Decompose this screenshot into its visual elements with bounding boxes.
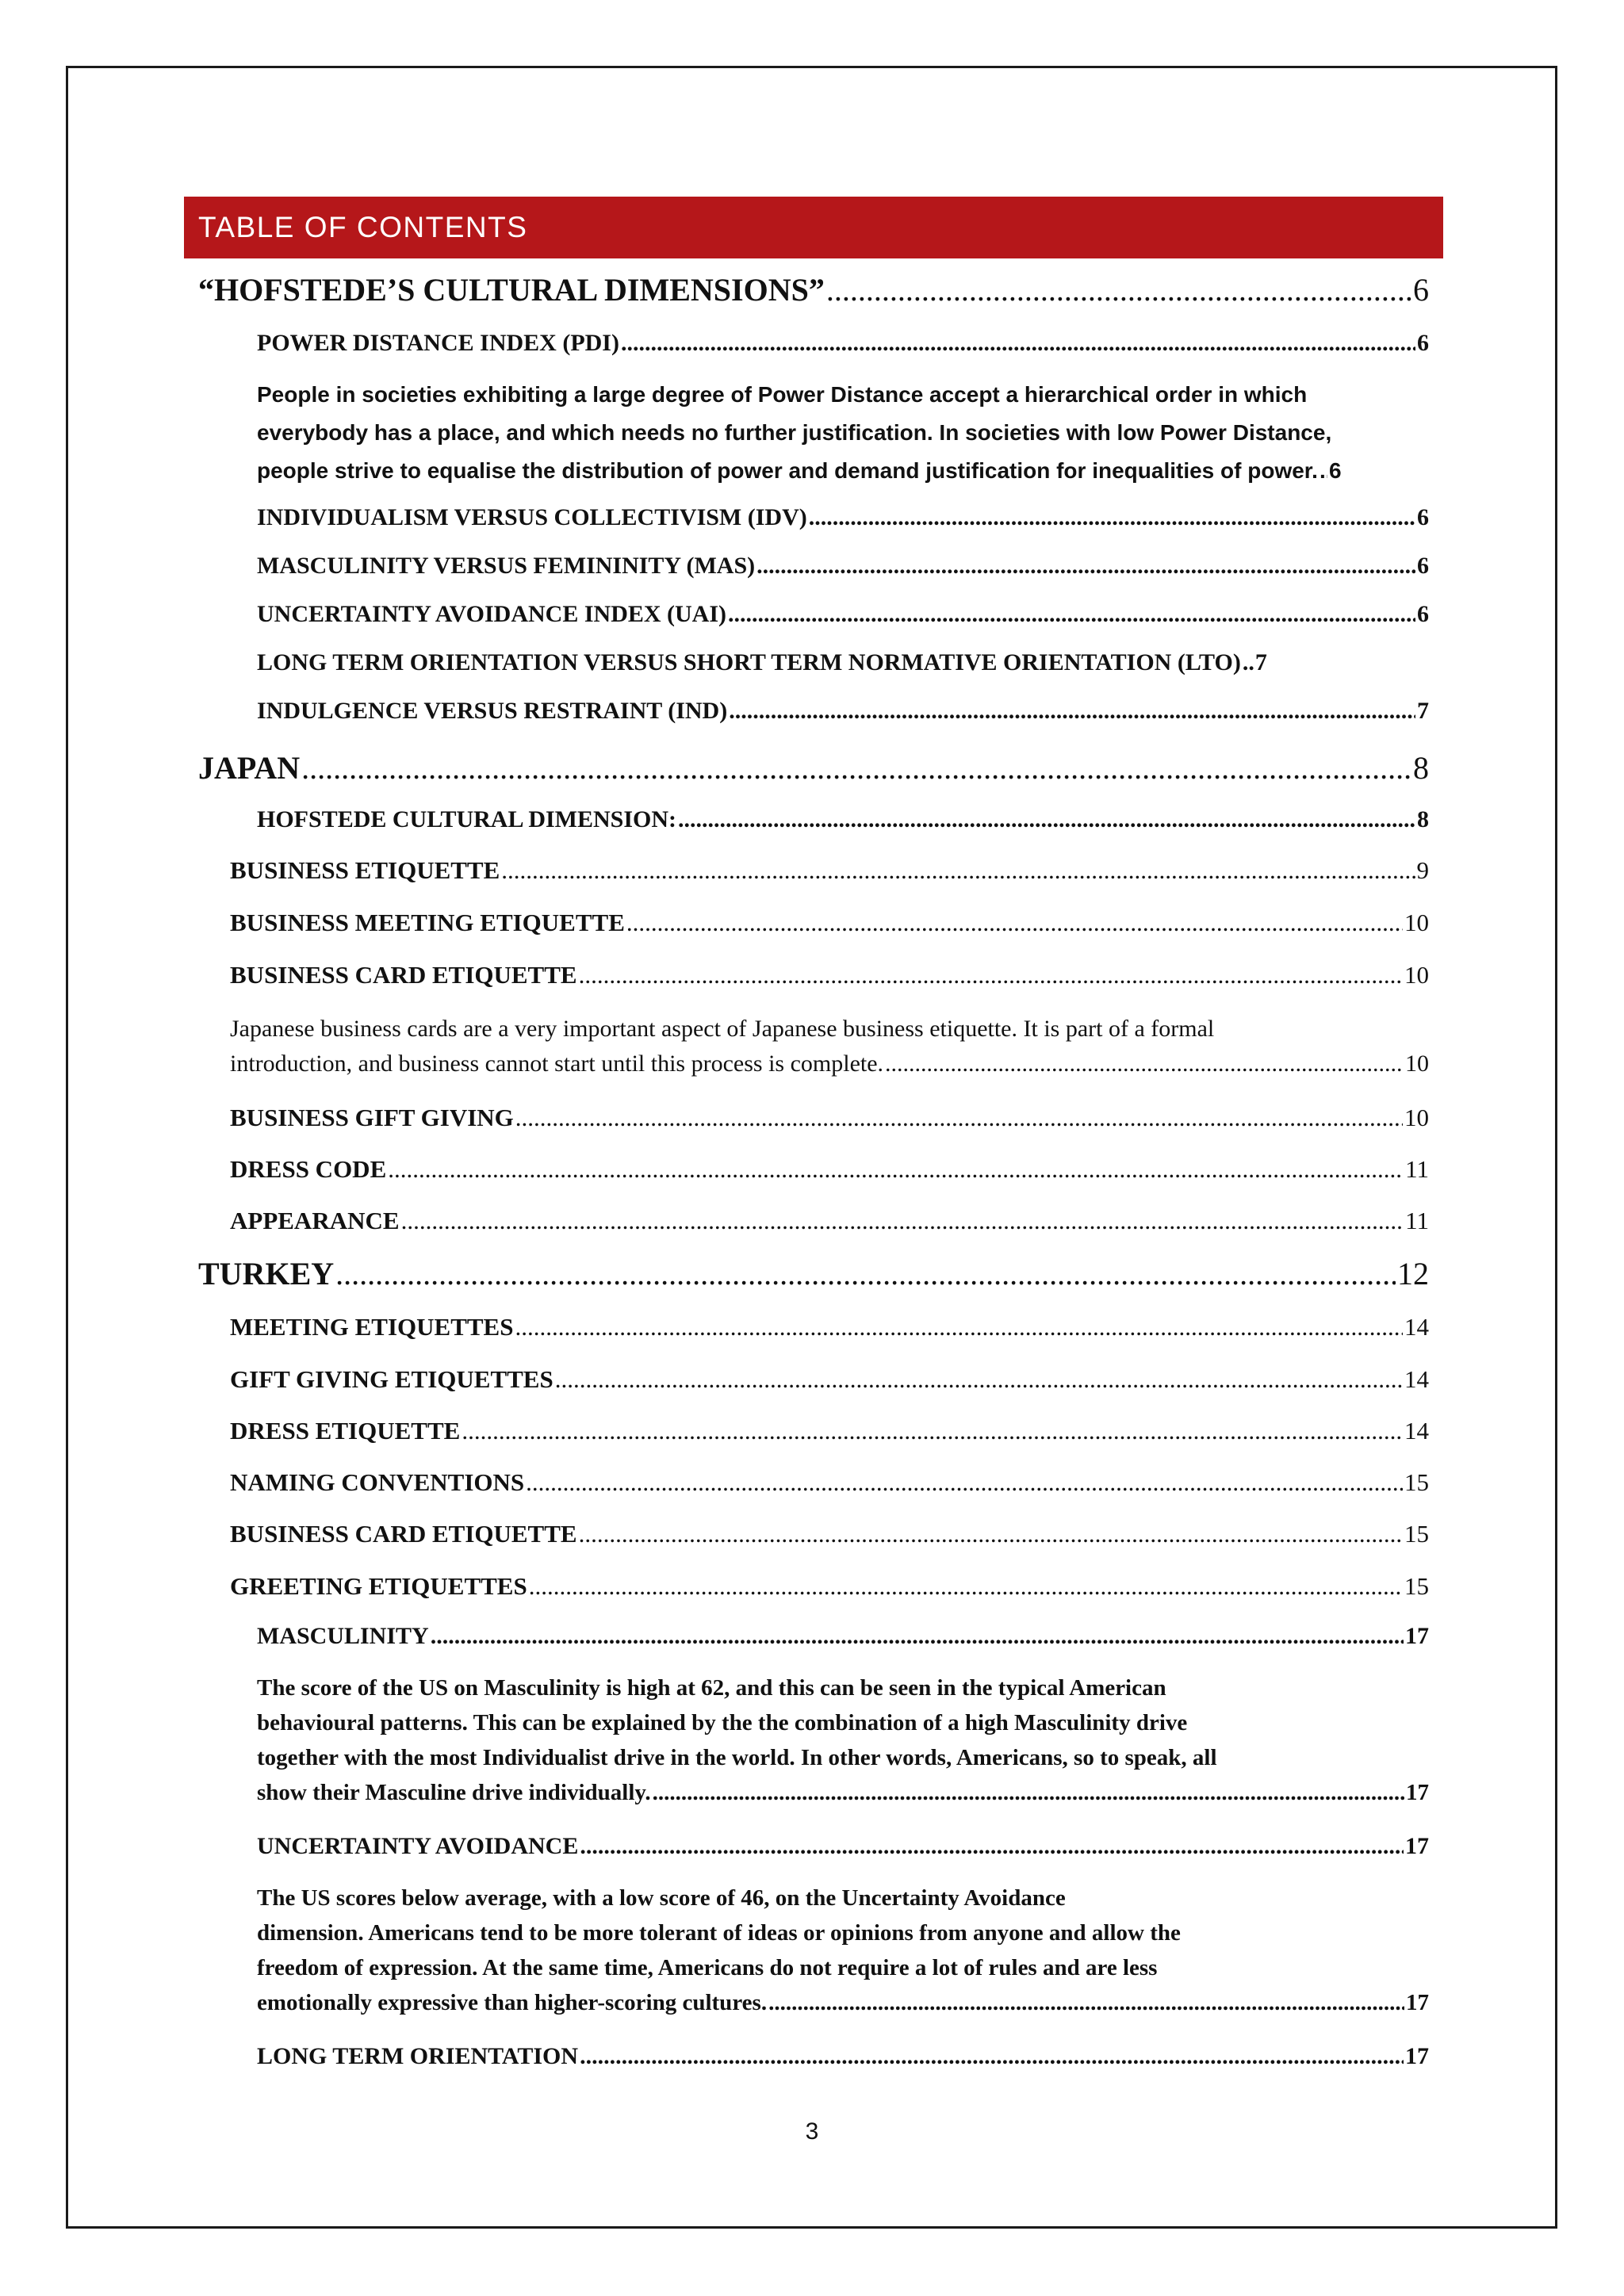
toc-entry-pdi-description[interactable]: People in societies exhibiting a large degree of Power Distance accept a hierarchical order in which everybody has a place, and which needs no further justification. In societies with low Power Distance, people strive to equalise the distribution of power and demand justification for inequalities of power. ..... 6 — [257, 376, 1429, 490]
toc-entry-naming-conventions[interactable]: NAMING CONVENTIONS ..... 15 — [230, 1468, 1429, 1497]
toc-entry-greeting-etiquettes[interactable]: GREETING ETIQUETTES ..... 15 — [230, 1572, 1429, 1601]
toc-entry-dress-etiquette[interactable]: DRESS ETIQUETTE ..... 14 — [230, 1417, 1429, 1445]
toc-entry-business-meeting-etiquette[interactable]: BUSINESS MEETING ETIQUETTE ..... 10 — [230, 909, 1429, 937]
toc-entry-business-gift-giving[interactable]: BUSINESS GIFT GIVING ..... 10 — [230, 1104, 1429, 1132]
toc-entry-gift-giving-etiquettes[interactable]: GIFT GIVING ETIQUETTES ..... 14 — [230, 1365, 1429, 1394]
toc-entry-business-card-etiquette-turkey[interactable]: BUSINESS CARD ETIQUETTE ..... 15 — [230, 1520, 1429, 1548]
toc-entry-meeting-etiquettes[interactable]: MEETING ETIQUETTES ..... 14 — [230, 1313, 1429, 1341]
toc-entry-mas[interactable]: MASCULINITY VERSUS FEMININITY (MAS) ..... 6 — [257, 553, 1429, 580]
toc-entry-turkey[interactable]: TURKEY ..... 12 — [198, 1255, 1429, 1292]
toc-entry-idv[interactable]: INDIVIDUALISM VERSUS COLLECTIVISM (IDV) ..... 6 — [257, 504, 1429, 531]
toc-entry-uncertainty-avoidance[interactable]: UNCERTAINTY AVOIDANCE ..... 17 — [257, 1833, 1429, 1860]
toc-entry-masculinity-description[interactable]: The score of the US on Masculinity is high at 62, and this can be seen in the typical American behavioural patterns. This can be explained by the the combination of a high Masculinity drive together with the most Individualist drive in the world. In other words, Americans, so to speak, all show their Masculine drive individually. ..... 17 — [257, 1670, 1429, 1810]
toc-entry-masculinity[interactable]: MASCULINITY ..... 17 — [257, 1623, 1429, 1650]
toc-entry-business-card-etiquette-japan[interactable]: BUSINESS CARD ETIQUETTE ..... 10 — [230, 961, 1429, 989]
page-number: 3 — [805, 2118, 819, 2145]
toc-entry-hofstede[interactable]: “HOFSTEDE’S CULTURAL DIMENSIONS” ..... 6 — [198, 271, 1429, 308]
toc-entry-uncertainty-avoidance-description[interactable]: The US scores below average, with a low score of 46, on the Uncertainty Avoidance dimension. Americans tend to be more tolerant of ideas or opinions from anyone and allow the freedom of expression. At the same time, Americans do not require a lot of rules and are less emotionally expressive than higher-scoring cultures. ..... 17 — [257, 1881, 1429, 2020]
toc-entry-business-card-description[interactable]: Japanese business cards are a very important aspect of Japanese business etiquette. It is part of a formal introduction, and business cannot start until this process is complete. ..... 10 — [230, 1012, 1429, 1081]
toc-entry-uai[interactable]: UNCERTAINTY AVOIDANCE INDEX (UAI) ..... 6 — [257, 601, 1429, 628]
toc-entry-dress-code[interactable]: DRESS CODE ..... 11 — [230, 1155, 1429, 1184]
toc-entry-lto[interactable]: LONG TERM ORIENTATION VERSUS SHORT TERM NORMATIVE ORIENTATION (LTO) ..... 7 — [257, 649, 1429, 676]
toc-entry-appearance[interactable]: APPEARANCE ..... 11 — [230, 1207, 1429, 1235]
toc-entry-business-etiquette[interactable]: BUSINESS ETIQUETTE ..... 9 — [230, 856, 1429, 885]
toc-entry-japan[interactable]: JAPAN ..... 8 — [198, 749, 1429, 786]
toc-entry-ind[interactable]: INDULGENCE VERSUS RESTRAINT (IND) ..... 7 — [257, 698, 1429, 725]
toc-title: TABLE OF CONTENTS — [198, 211, 528, 243]
toc-entry-hofstede-cultural-dimension[interactable]: HOFSTEDE CULTURAL DIMENSION: ..... 8 — [257, 806, 1429, 833]
toc-entry-long-term-orientation[interactable]: LONG TERM ORIENTATION ..... 17 — [257, 2043, 1429, 2070]
toc-entry-pdi[interactable]: POWER DISTANCE INDEX (PDI) ..... 6 — [257, 330, 1429, 357]
